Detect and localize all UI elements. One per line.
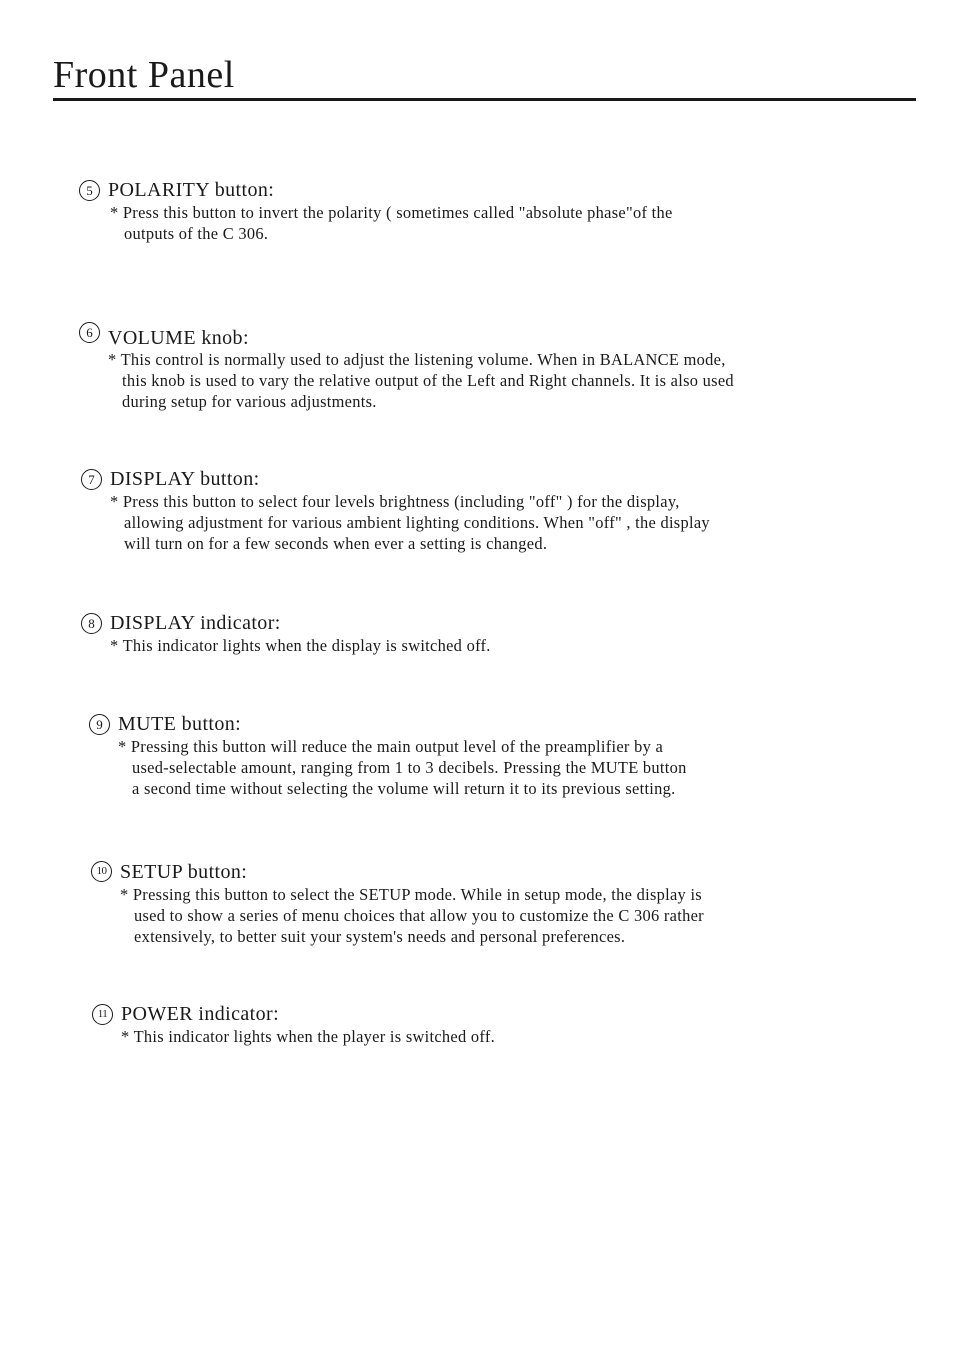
item-description: [89, 736, 687, 800]
item-heading: [81, 467, 710, 491]
description-line: during setup for various adjustments.: [122, 392, 377, 412]
description-line: this knob is used to vary the relative output of the Left and Right channels. It is also used: [122, 371, 734, 391]
item-heading: [81, 611, 491, 635]
item-setup-button: [91, 860, 704, 948]
description-line: * Pressing this button to select the SETUP mode. While in setup mode, the display is: [120, 885, 702, 904]
item-heading: [91, 860, 704, 884]
item-title: POWER indicator:: [121, 1002, 280, 1025]
item-title: MUTE button:: [118, 712, 242, 735]
item-description: [79, 202, 673, 244]
item-heading: [92, 1002, 495, 1026]
item-description: [81, 635, 491, 656]
item-mute-button: [89, 712, 687, 800]
item-description: [92, 1026, 495, 1047]
item-display-indicator: [81, 611, 491, 656]
description-line: extensively, to better suit your system's needs and personal preferences.: [134, 927, 626, 947]
page-title: Front Panel: [53, 54, 235, 96]
description-line: will turn on for a few seconds when ever a setting is changed.: [124, 534, 548, 554]
description-line: used to show a series of menu choices that allow you to customize the C 306 rather: [134, 906, 704, 926]
description-line: used-selectable amount, ranging from 1 to 3 decibels. Pressing the MUTE button: [132, 758, 687, 778]
description-line: a second time without selecting the volume will return it to its previous setting.: [132, 779, 676, 799]
item-description: [79, 349, 734, 413]
item-title: POLARITY button:: [108, 178, 275, 201]
description-line: * Press this button to select four levels brightness (including "off" ) for the display,: [110, 492, 680, 511]
description-line: allowing adjustment for various ambient lighting conditions. When "off" , the display: [124, 513, 710, 533]
title-divider: [53, 98, 916, 101]
description-line: * This indicator lights when the player is switched off.: [121, 1027, 495, 1046]
item-number-badge: 10: [91, 861, 112, 882]
description-line: * Press this button to invert the polarity ( sometimes called "absolute phase"of the: [110, 203, 673, 222]
description-line: * This indicator lights when the display is switched off.: [110, 636, 491, 655]
item-title: VOLUME knob:: [108, 326, 249, 349]
item-heading: [79, 323, 734, 347]
item-number-badge: 11: [92, 1004, 113, 1025]
item-power-indicator: [92, 1002, 495, 1047]
item-description: [91, 884, 704, 948]
item-number-badge: 5: [79, 180, 100, 201]
description-line: outputs of the C 306.: [124, 224, 269, 244]
item-number-badge: 8: [81, 613, 102, 634]
item-title: DISPLAY button:: [110, 467, 260, 490]
description-line: * This control is normally used to adjust the listening volume. When in BALANCE mode,: [108, 350, 726, 369]
item-description: [81, 491, 710, 555]
item-heading: [89, 712, 687, 736]
description-line: * Pressing this button will reduce the main output level of the preamplifier by a: [118, 737, 664, 756]
item-number-badge: 6: [79, 322, 100, 343]
item-polarity-button: [79, 178, 673, 244]
item-title: SETUP button:: [120, 860, 248, 883]
item-title: DISPLAY indicator:: [110, 611, 281, 634]
item-display-button: [81, 467, 710, 555]
item-number-badge: 9: [89, 714, 110, 735]
item-heading: [79, 178, 673, 202]
item-volume-knob: [79, 323, 734, 413]
item-number-badge: 7: [81, 469, 102, 490]
